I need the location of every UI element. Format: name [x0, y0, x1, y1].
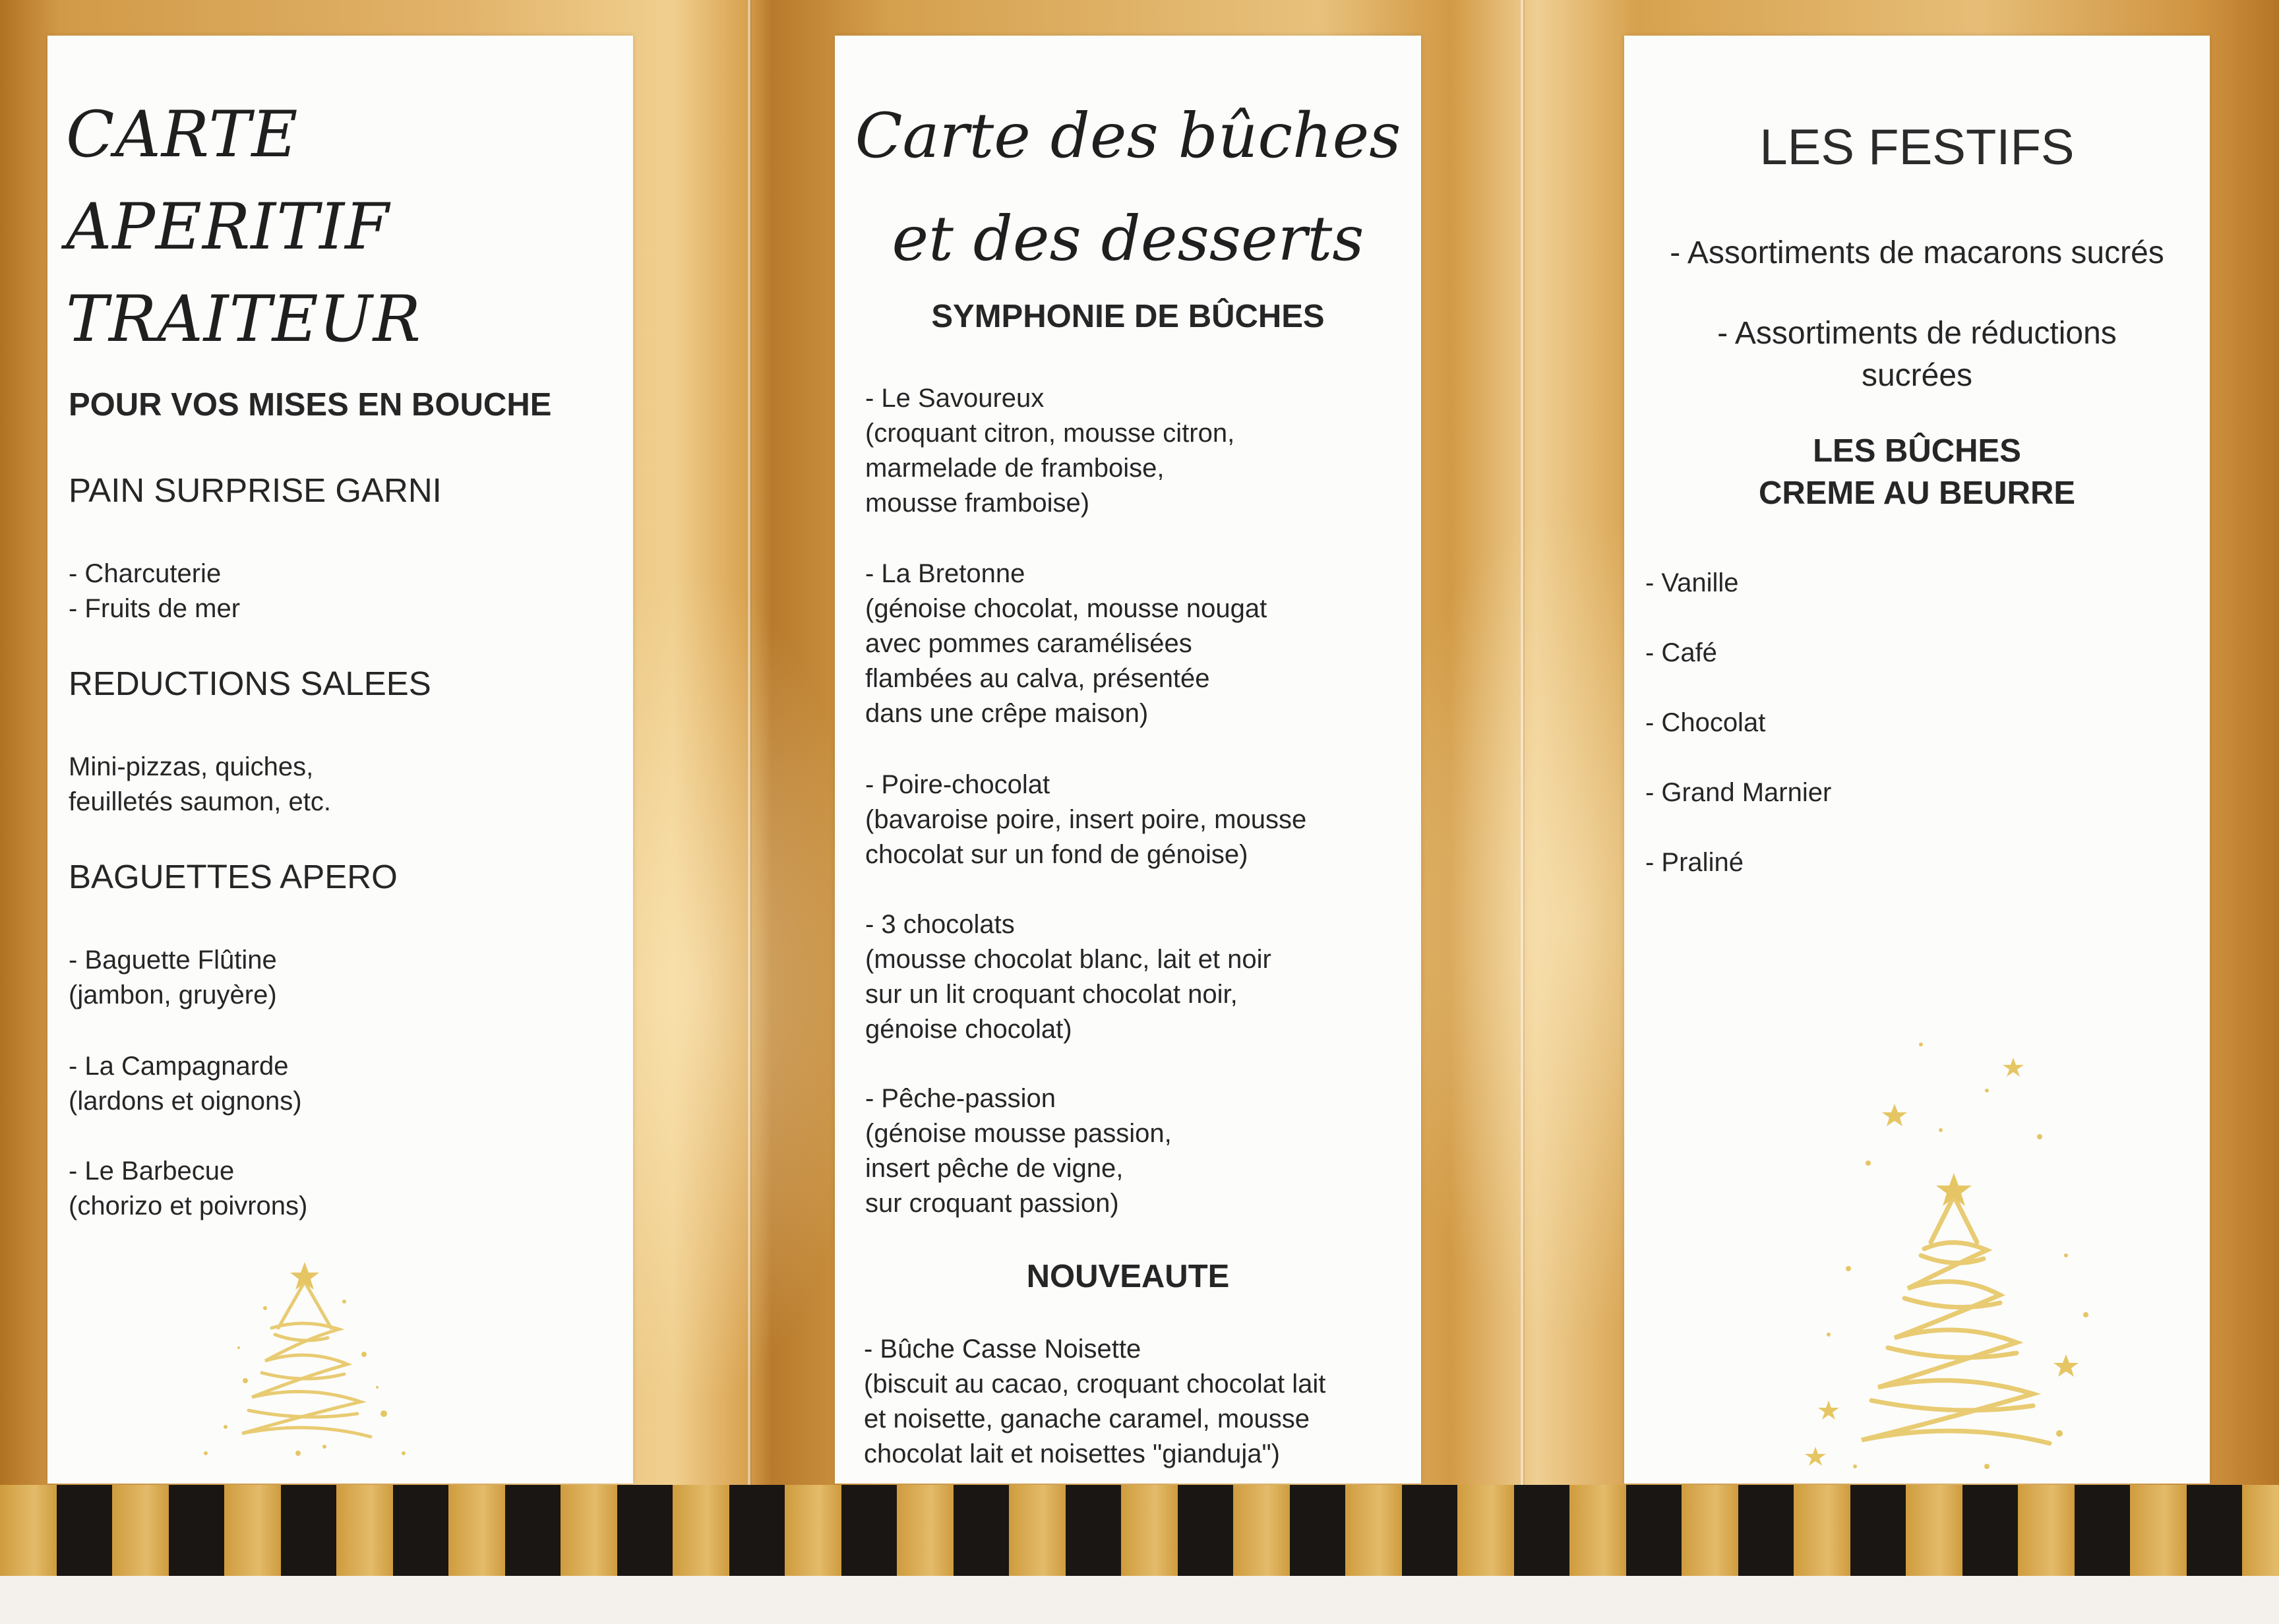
menu-item: - Poire-chocolat (bavaroise poire, insert poire, mousse chocolat sur un fond de génoise): [865, 770, 1307, 869]
menu-item: - Bûche Casse Noisette (biscuit au cacao, croquant chocolat lait et noisette, ganache caramel, mousse chocolat lait et noisettes "gianduja"): [864, 1335, 1326, 1468]
menu-item: - Pêche-passion (génoise mousse passion, insert pêche de vigne, sur croquant passion): [865, 1084, 1172, 1218]
category-heading: PAIN SURPRISE GARNI: [69, 471, 442, 509]
flavor-item: - Café: [1645, 638, 1717, 667]
category-heading: BAGUETTES APERO: [69, 858, 398, 895]
christmas-tree-icon: [166, 1255, 443, 1480]
fold-line: [1521, 0, 1523, 1576]
section-heading: NOUVEAUTE: [1026, 1259, 1230, 1294]
panel-title: et des desserts: [892, 203, 1364, 275]
decorative-stripe-band: [0, 1485, 2279, 1576]
menu-item: - La Bretonne (génoise chocolat, mousse nougat avec pommes caramélisées flambées au calva, présentée dans une crêpe maison): [865, 559, 1267, 728]
panel-title: LES FESTIFS: [1759, 119, 2075, 175]
category-heading: REDUCTIONS SALEES: [69, 665, 431, 702]
menu-item: - La Campagnarde (lardons et oignons): [69, 1052, 302, 1116]
menu-item: - Le Savoureux (croquant citron, mousse citron, marmelade de framboise, mousse framboise): [865, 384, 1235, 518]
panel-title: CARTE APERITIF TRAITEUR: [66, 98, 421, 356]
section-heading: SYMPHONIE DE BÛCHES: [931, 299, 1325, 334]
menu-item: - Charcuterie - Fruits de mer: [69, 559, 241, 623]
panel-buches-desserts: [835, 36, 1421, 1484]
menu-item: - Baguette Flûtine (jambon, gruyère): [69, 946, 277, 1009]
menu-item: - Assortiments de macarons sucrés: [1670, 235, 2164, 270]
fold-line: [748, 0, 750, 1576]
flavor-item: - Chocolat: [1645, 708, 1766, 737]
panel-aperitif-traiteur: [47, 36, 633, 1484]
flavor-item: - Praliné: [1645, 848, 1744, 877]
flavor-item: - Vanille: [1645, 568, 1739, 597]
menu-item: Mini-pizzas, quiches, feuilletés saumon, etc.: [69, 752, 331, 816]
section-heading: POUR VOS MISES EN BOUCHE: [69, 387, 552, 423]
panel-title: Carte des bûches: [855, 100, 1401, 172]
section-heading: LES BÛCHES CREME AU BEURRE: [1758, 433, 2076, 511]
christmas-tree-icon: [1789, 1005, 2119, 1480]
panel-festifs: [1624, 36, 2210, 1484]
menu-item: - Le Barbecue (chorizo et poivrons): [69, 1157, 308, 1220]
menu-item: - Assortiments de réductions sucrées: [1717, 316, 2117, 393]
flavor-item: - Grand Marnier: [1645, 778, 1832, 807]
menu-item: - 3 chocolats (mousse chocolat blanc, lait et noir sur un lit croquant chocolat noir, génoise chocolat): [865, 910, 1271, 1044]
